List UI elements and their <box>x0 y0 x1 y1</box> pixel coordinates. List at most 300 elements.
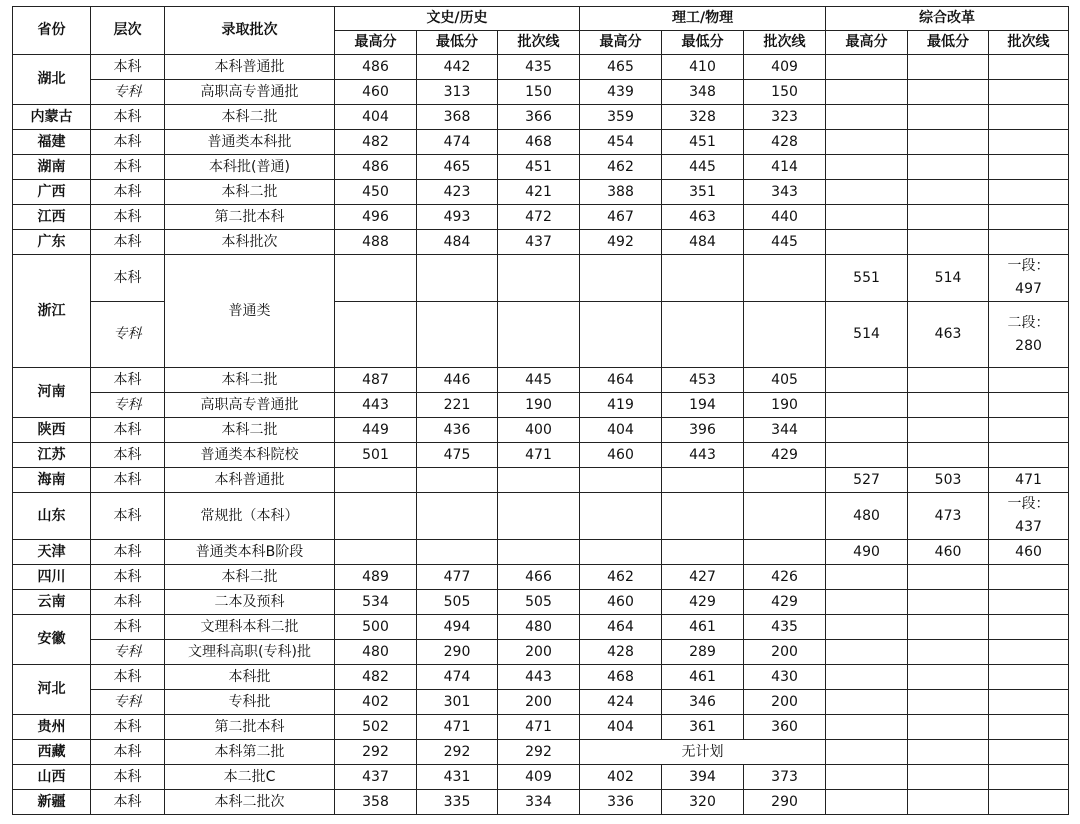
header-group-wenshi: 文史/历史 <box>335 7 580 31</box>
header-ws-line: 批次线 <box>498 31 580 55</box>
score-cell-zonghe: 503 <box>908 468 989 493</box>
score-cell-ligong: 428 <box>744 130 826 155</box>
score-cell-ligong: 150 <box>744 80 826 105</box>
score-cell-ligong: 200 <box>744 690 826 715</box>
score-cell-wenshi: 501 <box>335 443 417 468</box>
score-cell-wenshi: 460 <box>335 80 417 105</box>
score-cell-zonghe <box>989 55 1069 80</box>
score-cell-ligong: 462 <box>580 155 662 180</box>
batch-cell: 本科批(普通) <box>165 155 335 180</box>
score-cell-ligong: 461 <box>662 665 744 690</box>
batch-cell: 普通类本科院校 <box>165 443 335 468</box>
score-cell-zonghe: 514 <box>908 255 989 302</box>
score-cell-wenshi: 477 <box>417 565 498 590</box>
score-cell-zonghe <box>908 230 989 255</box>
score-cell-wenshi: 472 <box>498 205 580 230</box>
batch-cell: 普通类本科B阶段 <box>165 540 335 565</box>
header-group-zonghe: 综合改革 <box>826 7 1069 31</box>
level-cell: 本科 <box>91 205 165 230</box>
score-cell-wenshi: 442 <box>417 55 498 80</box>
score-cell-ligong: 429 <box>662 590 744 615</box>
score-cell-ligong: 462 <box>580 565 662 590</box>
batch-cell: 第二批本科 <box>165 715 335 740</box>
table-row <box>13 740 1069 765</box>
score-cell-wenshi: 301 <box>417 690 498 715</box>
score-cell-zonghe <box>908 55 989 80</box>
score-cell-ligong <box>744 493 826 540</box>
score-cell-ligong: 402 <box>580 765 662 790</box>
score-cell-zonghe: 514 <box>826 302 908 368</box>
score-cell-wenshi: 451 <box>498 155 580 180</box>
score-cell-wenshi: 221 <box>417 393 498 418</box>
batch-cell: 本科二批 <box>165 565 335 590</box>
score-cell-zonghe <box>989 155 1069 180</box>
score-cell-wenshi: 335 <box>417 790 498 815</box>
score-cell-ligong <box>580 540 662 565</box>
score-cell-zonghe <box>989 180 1069 205</box>
level-cell: 本科 <box>91 615 165 640</box>
score-cell-ligong: 323 <box>744 105 826 130</box>
score-line-value: 280 <box>1015 337 1042 354</box>
score-cell-ligong: 405 <box>744 368 826 393</box>
score-cell-wenshi: 475 <box>417 443 498 468</box>
level-cell: 本科 <box>91 230 165 255</box>
score-cell-ligong: 388 <box>580 180 662 205</box>
score-cell-ligong: 无计划 <box>580 740 826 765</box>
score-cell-ligong: 344 <box>744 418 826 443</box>
score-cell-wenshi: 402 <box>335 690 417 715</box>
score-cell-ligong: 463 <box>662 205 744 230</box>
score-cell-zonghe <box>989 715 1069 740</box>
table-row <box>13 418 1069 443</box>
score-cell-ligong: 404 <box>580 715 662 740</box>
table-row <box>13 155 1069 180</box>
batch-cell: 专科批 <box>165 690 335 715</box>
batch-cell: 常规批（本科） <box>165 493 335 540</box>
score-cell-wenshi: 446 <box>417 368 498 393</box>
score-cell-zonghe <box>908 665 989 690</box>
score-cell-ligong <box>580 468 662 493</box>
score-cell-wenshi <box>498 255 580 302</box>
score-cell-wenshi: 534 <box>335 590 417 615</box>
level-cell: 本科 <box>91 790 165 815</box>
score-cell-ligong: 360 <box>744 715 826 740</box>
score-cell-zonghe <box>989 790 1069 815</box>
score-cell-wenshi <box>335 493 417 540</box>
level-cell: 专科 <box>91 80 165 105</box>
score-cell-ligong <box>744 468 826 493</box>
score-cell-zonghe: 473 <box>908 493 989 540</box>
province-cell: 湖北 <box>13 55 91 105</box>
batch-cell: 普通类 <box>165 255 335 368</box>
score-cell-ligong: 492 <box>580 230 662 255</box>
score-cell-zonghe <box>826 443 908 468</box>
batch-cell: 本科二批次 <box>165 790 335 815</box>
score-cell-ligong: 410 <box>662 55 744 80</box>
level-cell: 本科 <box>91 130 165 155</box>
score-cell-wenshi: 468 <box>498 130 580 155</box>
score-cell-wenshi: 493 <box>417 205 498 230</box>
score-cell-zonghe <box>908 790 989 815</box>
level-cell: 本科 <box>91 180 165 205</box>
header-ws-max: 最高分 <box>335 31 417 55</box>
score-cell-zonghe <box>908 765 989 790</box>
score-cell-wenshi: 435 <box>498 55 580 80</box>
score-cell-wenshi: 474 <box>417 130 498 155</box>
score-cell-ligong: 426 <box>744 565 826 590</box>
province-cell: 江西 <box>13 205 91 230</box>
header-lg-line: 批次线 <box>744 31 826 55</box>
header-level: 层次 <box>91 7 165 55</box>
score-cell-wenshi <box>335 302 417 368</box>
score-cell-zonghe <box>908 740 989 765</box>
province-cell: 福建 <box>13 130 91 155</box>
level-cell: 本科 <box>91 565 165 590</box>
header-batch: 录取批次 <box>165 7 335 55</box>
admission-score-table <box>12 6 1069 815</box>
score-cell-ligong: 453 <box>662 368 744 393</box>
table-row <box>13 493 1069 540</box>
score-cell-ligong: 351 <box>662 180 744 205</box>
level-cell: 本科 <box>91 715 165 740</box>
score-cell-wenshi <box>335 540 417 565</box>
table-body <box>13 55 1069 815</box>
score-cell-ligong: 461 <box>662 615 744 640</box>
score-cell-zonghe <box>826 393 908 418</box>
score-cell-ligong: 343 <box>744 180 826 205</box>
score-cell-wenshi <box>417 493 498 540</box>
score-cell-zonghe <box>826 205 908 230</box>
score-cell-zonghe <box>989 80 1069 105</box>
table-row <box>13 715 1069 740</box>
score-cell-zonghe <box>989 368 1069 393</box>
score-cell-ligong <box>662 540 744 565</box>
table-row <box>13 130 1069 155</box>
score-cell-ligong <box>580 255 662 302</box>
score-cell-zonghe: 527 <box>826 468 908 493</box>
score-cell-ligong: 467 <box>580 205 662 230</box>
score-cell-zonghe: 480 <box>826 493 908 540</box>
score-cell-wenshi: 334 <box>498 790 580 815</box>
score-cell-wenshi: 449 <box>335 418 417 443</box>
batch-cell: 本科普通批 <box>165 55 335 80</box>
level-cell: 专科 <box>91 690 165 715</box>
score-cell-wenshi: 505 <box>417 590 498 615</box>
score-cell-wenshi: 290 <box>417 640 498 665</box>
score-cell-wenshi: 313 <box>417 80 498 105</box>
score-cell-ligong: 445 <box>744 230 826 255</box>
province-cell: 浙江 <box>13 255 91 368</box>
province-cell: 四川 <box>13 565 91 590</box>
score-cell-ligong: 424 <box>580 690 662 715</box>
score-cell-ligong <box>744 540 826 565</box>
level-cell: 本科 <box>91 590 165 615</box>
header-zh-line: 批次线 <box>989 31 1069 55</box>
score-cell-wenshi: 500 <box>335 615 417 640</box>
score-cell-wenshi: 200 <box>498 640 580 665</box>
score-cell-zonghe <box>908 205 989 230</box>
batch-cell: 第二批本科 <box>165 205 335 230</box>
level-cell: 本科 <box>91 368 165 393</box>
batch-cell: 本科二批 <box>165 368 335 393</box>
score-cell-wenshi: 489 <box>335 565 417 590</box>
score-cell-zonghe: 460 <box>989 540 1069 565</box>
score-cell-zonghe <box>989 255 1069 302</box>
score-cell-ligong <box>580 302 662 368</box>
score-cell-zonghe <box>908 418 989 443</box>
score-cell-ligong <box>662 493 744 540</box>
score-cell-ligong: 427 <box>662 565 744 590</box>
score-cell-wenshi: 486 <box>335 55 417 80</box>
level-cell: 本科 <box>91 105 165 130</box>
score-cell-wenshi: 445 <box>498 368 580 393</box>
header-group-ligong: 理工/物理 <box>580 7 826 31</box>
score-cell-zonghe <box>826 155 908 180</box>
level-cell: 本科 <box>91 765 165 790</box>
score-cell-wenshi: 437 <box>498 230 580 255</box>
header-ws-min: 最低分 <box>417 31 498 55</box>
score-cell-ligong: 460 <box>580 590 662 615</box>
score-cell-wenshi: 488 <box>335 230 417 255</box>
score-cell-ligong: 440 <box>744 205 826 230</box>
score-cell-zonghe <box>989 443 1069 468</box>
level-cell: 本科 <box>91 255 165 302</box>
score-cell-ligong: 409 <box>744 55 826 80</box>
score-cell-wenshi <box>417 255 498 302</box>
score-cell-zonghe <box>989 130 1069 155</box>
score-cell-ligong: 419 <box>580 393 662 418</box>
level-cell: 本科 <box>91 443 165 468</box>
score-cell-zonghe <box>826 590 908 615</box>
score-cell-wenshi <box>498 493 580 540</box>
score-cell-wenshi <box>498 302 580 368</box>
table-row <box>13 393 1069 418</box>
level-cell: 本科 <box>91 540 165 565</box>
score-cell-zonghe <box>989 740 1069 765</box>
score-cell-zonghe: 490 <box>826 540 908 565</box>
score-cell-zonghe <box>826 665 908 690</box>
score-cell-wenshi: 400 <box>498 418 580 443</box>
score-cell-ligong: 359 <box>580 105 662 130</box>
province-cell: 海南 <box>13 468 91 493</box>
level-cell: 本科 <box>91 418 165 443</box>
score-cell-ligong <box>662 302 744 368</box>
score-cell-wenshi <box>335 468 417 493</box>
score-cell-wenshi <box>417 302 498 368</box>
score-cell-wenshi: 292 <box>417 740 498 765</box>
score-cell-zonghe <box>908 590 989 615</box>
table-row <box>13 540 1069 565</box>
score-cell-wenshi: 450 <box>335 180 417 205</box>
score-cell-zonghe: 463 <box>908 302 989 368</box>
province-cell: 安徽 <box>13 615 91 665</box>
score-cell-ligong: 445 <box>662 155 744 180</box>
province-cell: 河南 <box>13 368 91 418</box>
score-cell-ligong: 404 <box>580 418 662 443</box>
score-cell-zonghe <box>908 443 989 468</box>
score-cell-ligong: 328 <box>662 105 744 130</box>
score-line-value: 497 <box>1015 281 1042 297</box>
score-cell-zonghe <box>908 715 989 740</box>
level-cell: 本科 <box>91 493 165 540</box>
score-cell-zonghe <box>826 368 908 393</box>
batch-cell: 文理科高职(专科)批 <box>165 640 335 665</box>
header-zh-max: 最高分 <box>826 31 908 55</box>
level-cell: 本科 <box>91 55 165 80</box>
score-cell-zonghe <box>826 418 908 443</box>
score-cell-zonghe <box>989 615 1069 640</box>
score-cell-ligong: 348 <box>662 80 744 105</box>
score-cell-ligong: 396 <box>662 418 744 443</box>
score-cell-ligong <box>580 493 662 540</box>
header-lg-min: 最低分 <box>662 31 744 55</box>
score-cell-ligong: 428 <box>580 640 662 665</box>
score-cell-ligong <box>744 255 826 302</box>
table-row <box>13 443 1069 468</box>
score-cell-ligong: 336 <box>580 790 662 815</box>
score-cell-wenshi: 505 <box>498 590 580 615</box>
score-cell-zonghe <box>826 105 908 130</box>
score-cell-wenshi: 292 <box>335 740 417 765</box>
score-cell-wenshi: 423 <box>417 180 498 205</box>
table-row <box>13 765 1069 790</box>
score-cell-wenshi: 292 <box>498 740 580 765</box>
batch-cell: 文理科本科二批 <box>165 615 335 640</box>
score-cell-zonghe <box>989 418 1069 443</box>
score-cell-wenshi: 487 <box>335 368 417 393</box>
batch-cell: 二本及预科 <box>165 590 335 615</box>
table-row <box>13 590 1069 615</box>
table-row <box>13 468 1069 493</box>
score-cell-zonghe: 460 <box>908 540 989 565</box>
province-cell: 山东 <box>13 493 91 540</box>
score-cell-zonghe <box>989 393 1069 418</box>
score-cell-wenshi: 409 <box>498 765 580 790</box>
score-cell-ligong: 394 <box>662 765 744 790</box>
score-cell-zonghe <box>826 130 908 155</box>
batch-cell: 高职高专普通批 <box>165 393 335 418</box>
score-cell-zonghe <box>989 105 1069 130</box>
score-cell-zonghe <box>826 715 908 740</box>
score-cell-wenshi: 480 <box>335 640 417 665</box>
score-cell-wenshi: 366 <box>498 105 580 130</box>
score-cell-zonghe <box>989 230 1069 255</box>
score-cell-wenshi: 368 <box>417 105 498 130</box>
score-line-label: 二段： <box>1007 314 1050 331</box>
score-cell-wenshi: 471 <box>498 715 580 740</box>
score-cell-ligong <box>662 468 744 493</box>
score-cell-zonghe <box>826 790 908 815</box>
batch-cell: 本科批 <box>165 665 335 690</box>
level-cell: 专科 <box>91 302 165 368</box>
province-cell: 湖南 <box>13 155 91 180</box>
province-cell: 新疆 <box>13 790 91 815</box>
score-cell-ligong: 429 <box>744 443 826 468</box>
score-cell-ligong: 289 <box>662 640 744 665</box>
score-cell-zonghe <box>908 105 989 130</box>
table-row <box>13 690 1069 715</box>
score-cell-ligong: 373 <box>744 765 826 790</box>
score-cell-wenshi: 150 <box>498 80 580 105</box>
score-cell-zonghe <box>908 130 989 155</box>
table-row <box>13 230 1069 255</box>
score-cell-zonghe <box>826 740 908 765</box>
province-cell: 西藏 <box>13 740 91 765</box>
score-cell-ligong: 194 <box>662 393 744 418</box>
score-cell-ligong: 465 <box>580 55 662 80</box>
table-row <box>13 105 1069 130</box>
score-cell-zonghe: 551 <box>826 255 908 302</box>
score-cell-ligong: 464 <box>580 368 662 393</box>
province-cell: 内蒙古 <box>13 105 91 130</box>
score-cell-wenshi: 471 <box>498 443 580 468</box>
score-cell-zonghe <box>989 690 1069 715</box>
province-cell: 江苏 <box>13 443 91 468</box>
table-row <box>13 665 1069 690</box>
level-cell: 本科 <box>91 155 165 180</box>
score-cell-zonghe <box>826 565 908 590</box>
score-cell-wenshi: 466 <box>498 565 580 590</box>
score-cell-ligong <box>744 302 826 368</box>
score-cell-zonghe <box>908 640 989 665</box>
table-row <box>13 180 1069 205</box>
province-cell: 山西 <box>13 765 91 790</box>
score-cell-ligong: 346 <box>662 690 744 715</box>
score-cell-wenshi: 436 <box>417 418 498 443</box>
batch-cell: 本科普通批 <box>165 468 335 493</box>
score-cell-zonghe <box>908 155 989 180</box>
batch-cell: 普通类本科批 <box>165 130 335 155</box>
score-cell-zonghe <box>908 690 989 715</box>
table-row <box>13 615 1069 640</box>
score-line-value: 437 <box>1015 519 1042 535</box>
score-cell-ligong: 464 <box>580 615 662 640</box>
score-cell-zonghe <box>989 493 1069 540</box>
province-cell: 广西 <box>13 180 91 205</box>
score-cell-wenshi: 443 <box>335 393 417 418</box>
batch-cell: 高职高专普通批 <box>165 80 335 105</box>
table-row <box>13 205 1069 230</box>
score-cell-zonghe <box>989 302 1069 368</box>
score-cell-ligong: 460 <box>580 443 662 468</box>
score-cell-ligong: 484 <box>662 230 744 255</box>
score-cell-wenshi: 200 <box>498 690 580 715</box>
province-cell: 云南 <box>13 590 91 615</box>
score-cell-wenshi: 482 <box>335 665 417 690</box>
table-row <box>13 640 1069 665</box>
score-cell-zonghe <box>826 180 908 205</box>
batch-cell: 本科批次 <box>165 230 335 255</box>
score-cell-ligong: 361 <box>662 715 744 740</box>
score-cell-zonghe <box>908 615 989 640</box>
score-cell-wenshi: 471 <box>417 715 498 740</box>
table-row <box>13 565 1069 590</box>
batch-cell: 本科二批 <box>165 105 335 130</box>
score-cell-zonghe <box>989 640 1069 665</box>
score-cell-zonghe <box>989 765 1069 790</box>
level-cell: 本科 <box>91 665 165 690</box>
province-cell: 广东 <box>13 230 91 255</box>
batch-cell: 本二批C <box>165 765 335 790</box>
score-cell-wenshi <box>335 255 417 302</box>
score-cell-wenshi <box>498 468 580 493</box>
score-cell-zonghe <box>826 55 908 80</box>
score-cell-zonghe <box>908 368 989 393</box>
header-province: 省份 <box>13 7 91 55</box>
table-row <box>13 368 1069 393</box>
score-line-label: 一段： <box>1007 496 1050 512</box>
score-cell-zonghe <box>826 690 908 715</box>
